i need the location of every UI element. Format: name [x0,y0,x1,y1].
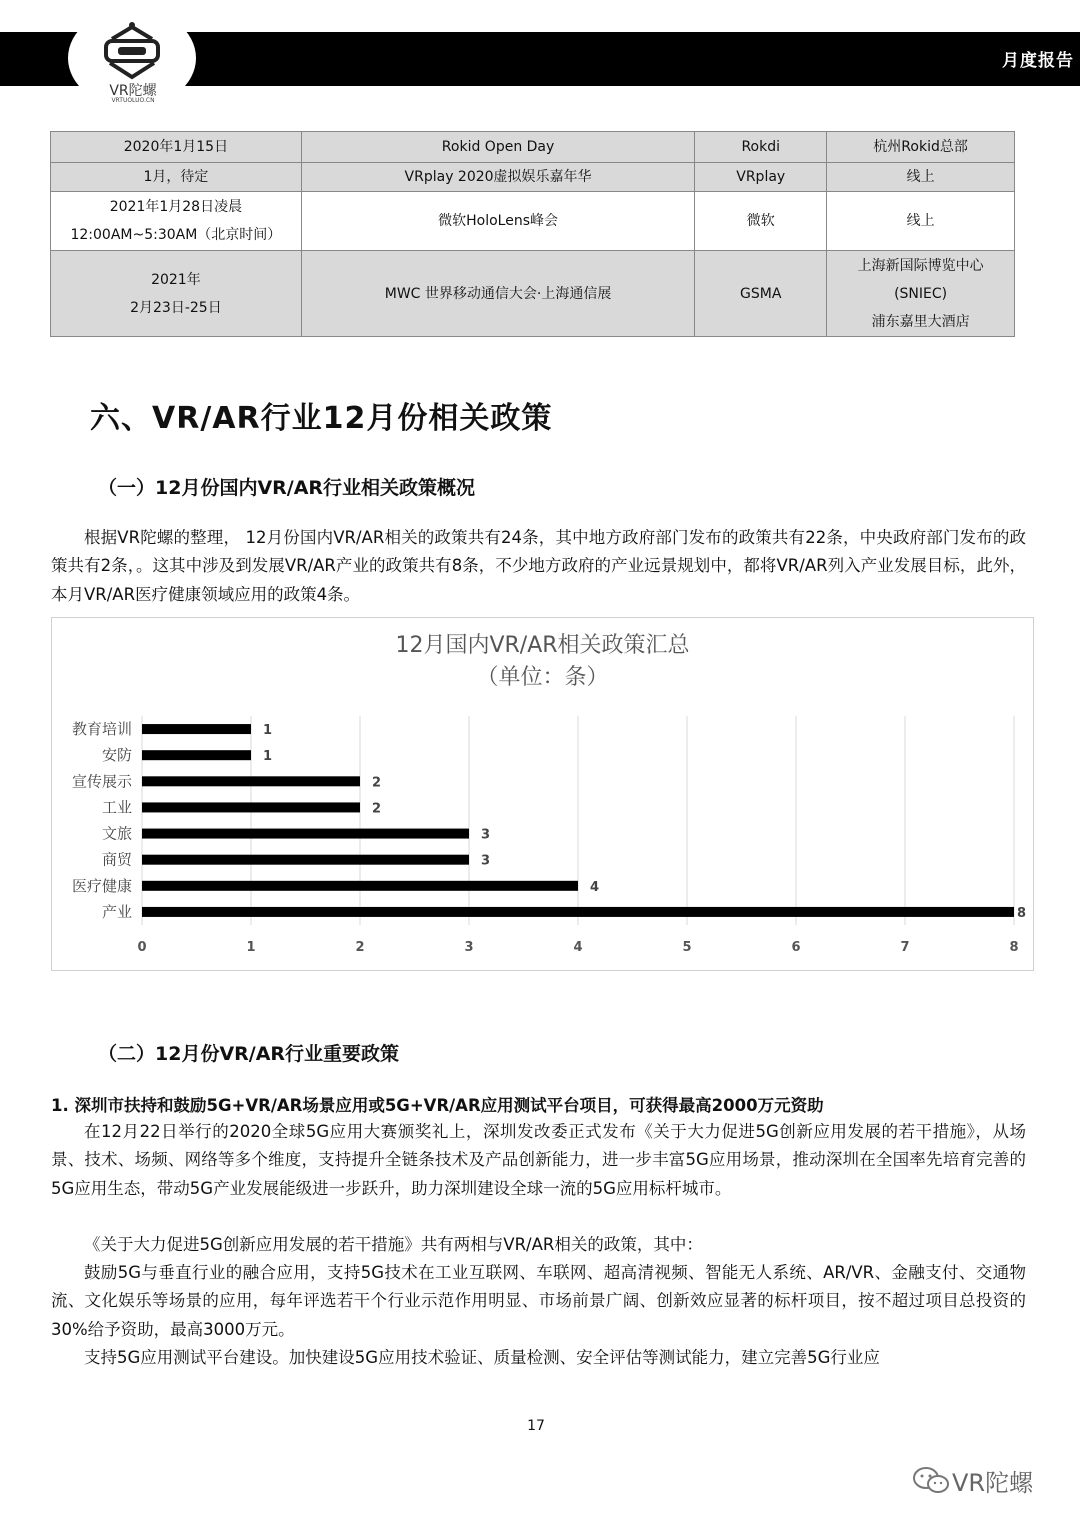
page-number: 17 [527,1418,545,1434]
subsection-title-2: （二）12月份VR/AR行业重要政策 [98,1043,400,1065]
x-tick-label: 1 [246,940,256,955]
category-label: 工业 [101,798,132,817]
watermark-text: VR陀螺 [952,1469,1034,1497]
table-cell-location [827,251,1015,337]
table-cell-organizer [695,192,827,251]
section-title: 六、VR/AR行业12月份相关政策 [90,401,553,436]
bar [142,802,360,812]
cell-line: 微软HoloLens峰会 [438,213,558,229]
logo-icon [100,17,164,81]
logo-text: VR陀螺 [109,83,157,99]
data-label: 3 [481,827,491,843]
table-cell-date [51,192,302,251]
category-label: 产业 [101,902,132,921]
bar [142,881,578,891]
x-tick-label: 3 [464,940,474,955]
cell-line: MWC 世界移动通信大会·上海通信展 [384,285,612,302]
report-label: 月度报告 [1002,51,1074,71]
data-label: 2 [372,775,382,791]
data-label: 3 [481,853,491,869]
table-cell-event [301,251,694,337]
bar [142,776,360,786]
category-label: 文旅 [101,824,132,843]
table-cell-event [301,163,694,192]
table-cell-event [301,132,694,163]
table-cell-date [51,132,302,163]
table-row [51,192,1015,251]
paragraph-testing: 支持5G应用测试平台建设。加快建设5G应用技术验证、质量检测、安全评估等测试能力，建立完善5G行业应 [84,1348,880,1367]
data-label: 1 [263,723,273,739]
paragraph-encourage: 鼓励5G与垂直行业的融合应用，支持5G技术在工业互联网、车联网、超高清视频、智能无人系统、AR/VR、金融支付、交通物流、文化娱乐等场景的应用，每年评选若干个行业示范作用明显、市场前景广阔、创新效应显著的标杆项目，按不超过项目总投资的30%给予资助，最高3000万元。 [51,1263,1026,1339]
cell-line: 2021年1月28日凌晨 [109,199,243,215]
bar [142,855,469,865]
table-row [51,163,1015,192]
x-tick-label: 4 [573,940,583,955]
category-label: 宣传展示 [71,772,132,791]
table-cell-organizer [695,251,827,337]
data-label: 1 [263,749,273,765]
table-cell-organizer [695,132,827,163]
paragraph-overview: 根据VR陀螺的整理， 12月份国内VR/AR相关的政策共有24条，其中地方政府部门发布的政策共有22条，中央政府部门发布的政策共有2条，。这其中涉及到发展VR/AR产业的政策共有8条，不少地方政府的产业远景规划中，都将VR/AR列入产业发展目标，此外，本月VR/AR医疗健康领域应用的政策4条。 [51,528,1026,604]
paragraph-shenzhen: 在12月22日举行的2020全球5G应用大赛颁奖礼上，深圳发改委正式发布《关于大力促进5G创新应用发展的若干措施》，从场景、技术、场频、网络等多个维度，支持提升全链条技术及产品创新能力，进一步丰富5G应用场景，推动深圳在全国率先培育完善的5G应用生态，带动5G产业发展能级进一步跃升，助力深圳建设全球一流的5G应用标杆城市。 [51,1122,1026,1198]
x-tick-label: 2 [355,940,365,955]
data-label: 2 [372,801,382,817]
cell-line: 2020年1月15日 [123,139,229,155]
table-cell-date [51,163,302,192]
x-tick-label: 7 [900,940,910,955]
cell-line: 1月，待定 [143,169,209,185]
cell-line: 12:00AM~5:30AM（北京时间） [70,227,282,243]
cell-line: 杭州Rokid总部 [873,139,968,155]
table-cell-organizer [695,163,827,192]
category-label: 教育培训 [71,720,132,739]
x-tick-label: 5 [682,940,692,955]
cell-line: 浦东嘉里大酒店 [871,313,970,330]
chart-plot [52,618,1033,970]
bar [142,907,1014,917]
x-tick-label: 6 [791,940,801,955]
table-cell-date [51,251,302,337]
x-tick-label: 8 [1009,940,1019,955]
cell-line: 2021年 [151,271,201,288]
cell-line: 线上 [906,213,935,229]
table-cell-location [827,163,1015,192]
bar [142,724,251,734]
category-label: 商贸 [101,850,132,869]
chart-title: 12月国内VR/AR相关政策汇总 [395,633,690,658]
cell-line: VRplay [736,169,786,185]
policy-item-title: 1. 深圳市扶持和鼓励5G+VR/AR场景应用或5G+VR/AR应用测试平台项目，可获得最高2000万元资助 [51,1096,824,1115]
cell-line: Rokdi [741,139,781,155]
table-row [51,251,1015,337]
chart-subtitle: （单位：条） [476,665,609,690]
cell-line: GSMA [740,285,782,302]
table-cell-location [827,132,1015,163]
events-table [50,131,1015,337]
bar [142,829,469,839]
table-cell-event [301,192,694,251]
paragraph-measures: 《关于大力促进5G创新应用发展的若干措施》共有两相与VR/AR相关的政策，其中： [84,1235,703,1254]
data-label: 4 [590,879,600,895]
cell-line: VRplay 2020虚拟娱乐嘉年华 [404,169,592,185]
policy-bar-chart [51,617,1034,971]
cell-line: Rokid Open Day [441,139,555,155]
wechat-icon [912,1466,952,1496]
x-tick-label: 0 [137,940,147,955]
cell-line: (SNIEC) [894,285,948,302]
logo-subtext: VRTUOLUO.CN [111,97,155,104]
cell-line: 线上 [906,169,935,185]
table-cell-location [827,192,1015,251]
category-label: 医疗健康 [71,876,132,895]
table-row [51,132,1015,163]
cell-line: 上海新国际博览中心 [857,257,984,274]
category-label: 安防 [101,746,132,765]
bar [142,750,251,760]
subsection-title-1: （一）12月份国内VR/AR行业相关政策概况 [98,477,476,499]
cell-line: 2月23日-25日 [130,299,222,316]
data-label: 8 [1016,905,1026,921]
cell-line: 微软 [746,213,775,229]
